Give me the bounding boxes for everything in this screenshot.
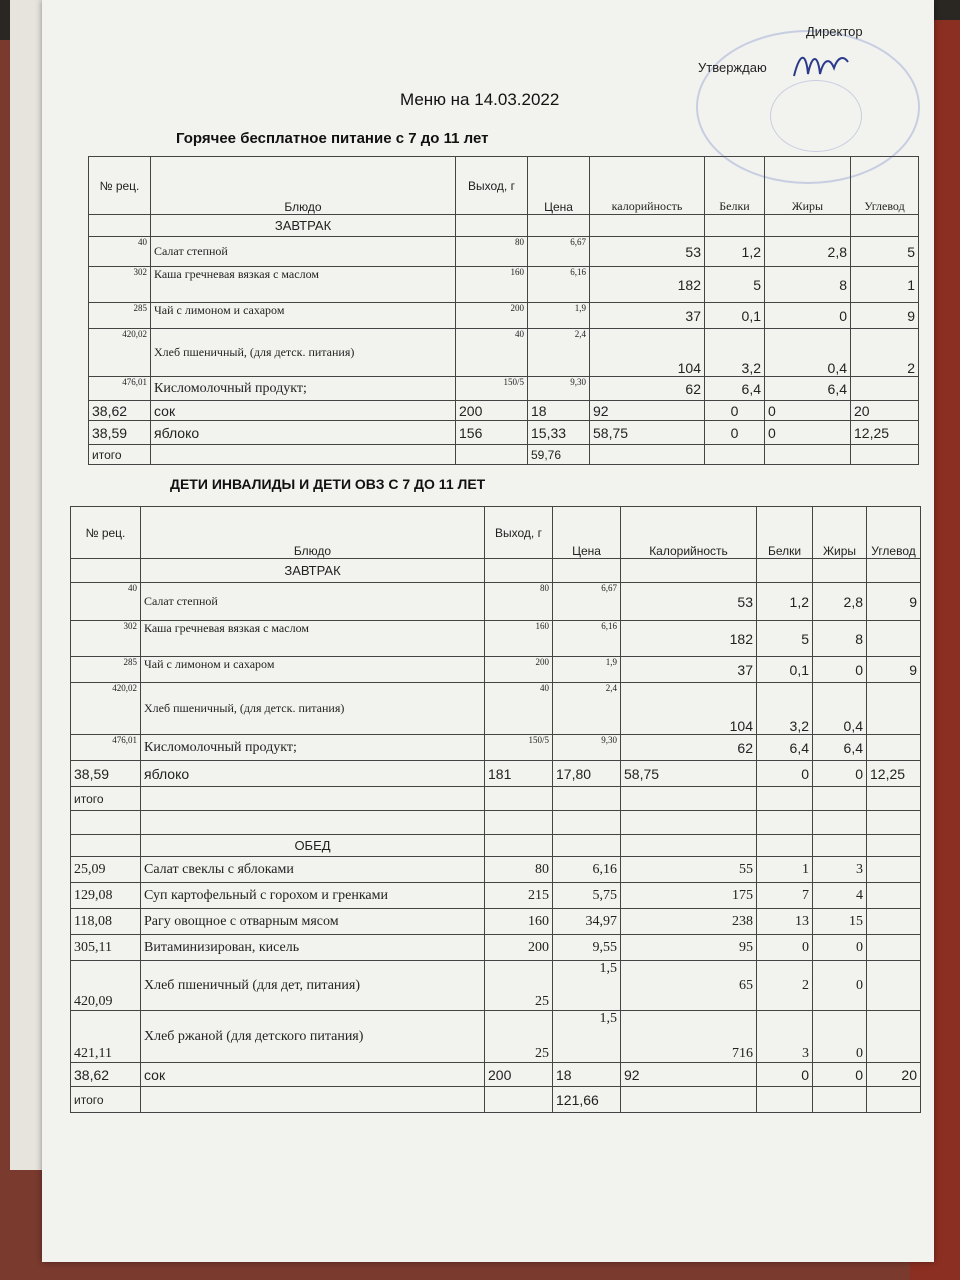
subtitle-hot-meals: Горячее бесплатное питание с 7 до 11 лет (176, 130, 489, 147)
col-dish: Блюдо (141, 507, 485, 559)
col-price: Цена (553, 507, 621, 559)
director-label: Директор (806, 24, 863, 39)
section-lunch: ОБЕД (141, 835, 485, 857)
table-row: 285 Чай с лимоном и сахаром 200 1,9 37 0,1 0 9 (71, 657, 921, 683)
total-row (71, 787, 921, 811)
section-row (89, 215, 919, 237)
table-header-row (89, 157, 919, 215)
col-price: Цена (528, 157, 590, 215)
total-label: итого (89, 445, 151, 465)
table-row: 421,11 Хлеб ржаной (для детского питания) 25 1,5 716 3 0 (71, 1011, 921, 1063)
table-row: 302 Каша гречневая вязкая с маслом 160 6,16 182 5 8 1 (89, 267, 919, 303)
col-dish: Блюдо (151, 157, 456, 215)
section-breakfast: ЗАВТРАК (151, 215, 456, 237)
table-row: 38,62 сок 200 18 92 0 0 20 (71, 1063, 921, 1087)
section-row (71, 835, 921, 857)
table-header-row (71, 507, 921, 559)
col-kcal: Калорийность (621, 507, 757, 559)
total-row (89, 445, 919, 465)
table-row: 25,09 Салат свеклы с яблоками 80 6,16 55 1 3 (71, 857, 921, 883)
col-fat: Жиры (813, 507, 867, 559)
table-row: 40 Салат степной 80 6,67 53 1,2 2,8 5 (89, 237, 919, 267)
table-row: 38,59 яблоко 181 17,80 58,75 0 0 12,25 (71, 761, 921, 787)
col-yield: Выход, г (485, 507, 553, 559)
official-stamp-inner (770, 80, 862, 152)
table-row: 38,62 сок 200 18 92 0 0 20 (89, 401, 919, 421)
table-row: 285 Чай с лимоном и сахаром 200 1,9 37 0,1 0 9 (89, 303, 919, 329)
col-protein: Белки (757, 507, 813, 559)
col-kcal: калорийность (590, 157, 705, 215)
table-row: 118,08 Рагу овощное с отварным мясом 160 34,97 238 13 15 (71, 909, 921, 935)
col-carb: Углевод (867, 507, 921, 559)
table-row: 129,08 Суп картофельный с горохом и гренками 215 5,75 175 7 4 (71, 883, 921, 909)
total-price: 59,76 (528, 445, 590, 465)
total-label: итого (71, 1087, 141, 1113)
total-row (71, 1087, 921, 1113)
empty-row (71, 811, 921, 835)
menu-table-2 (70, 506, 921, 1113)
col-fat: Жиры (765, 157, 851, 215)
table-row: 40 Салат степной 80 6,67 53 1,2 2,8 9 (71, 583, 921, 621)
page-title: Меню на 14.03.2022 (400, 90, 560, 109)
table-row: 305,11 Витаминизирован, кисель 200 9,55 95 0 0 (71, 935, 921, 961)
table-row: 38,59 яблоко 156 15,33 58,75 0 0 12,25 (89, 421, 919, 445)
approve-label: Утверждаю (698, 60, 767, 75)
total-price: 121,66 (553, 1087, 621, 1113)
col-rec: № рец. (89, 157, 151, 215)
table-row: 420,02 Хлеб пшеничный, (для детск. питания) 40 2,4 104 3,2 0,4 (71, 683, 921, 735)
table-row: 476,01 Кисломолочный продукт; 150/5 9,30 62 6,4 6,4 (89, 377, 919, 401)
table-row: 420,02 Хлеб пшеничный, (для детск. питания) 40 2,4 104 3,2 0,4 2 (89, 329, 919, 377)
col-protein: Белки (705, 157, 765, 215)
menu-table-1 (88, 156, 919, 465)
table-row: 476,01 Кисломолочный продукт; 150/5 9,30 62 6,4 6,4 (71, 735, 921, 761)
col-yield: Выход, г (456, 157, 528, 215)
section-row (71, 559, 921, 583)
table-row: 420,09 Хлеб пшеничный (для дет, питания) 25 1,5 65 2 0 (71, 961, 921, 1011)
section-breakfast: ЗАВТРАК (141, 559, 485, 583)
col-rec: № рец. (71, 507, 141, 559)
paper-underneath (10, 0, 46, 1170)
table-row: 302 Каша гречневая вязкая с маслом 160 6,16 182 5 8 (71, 621, 921, 657)
col-carb: Углевод (851, 157, 919, 215)
subtitle-disabled-children: ДЕТИ ИНВАЛИДЫ И ДЕТИ ОВЗ С 7 ДО 11 ЛЕТ (170, 476, 486, 492)
signature (790, 48, 850, 82)
total-label: итого (71, 787, 141, 811)
